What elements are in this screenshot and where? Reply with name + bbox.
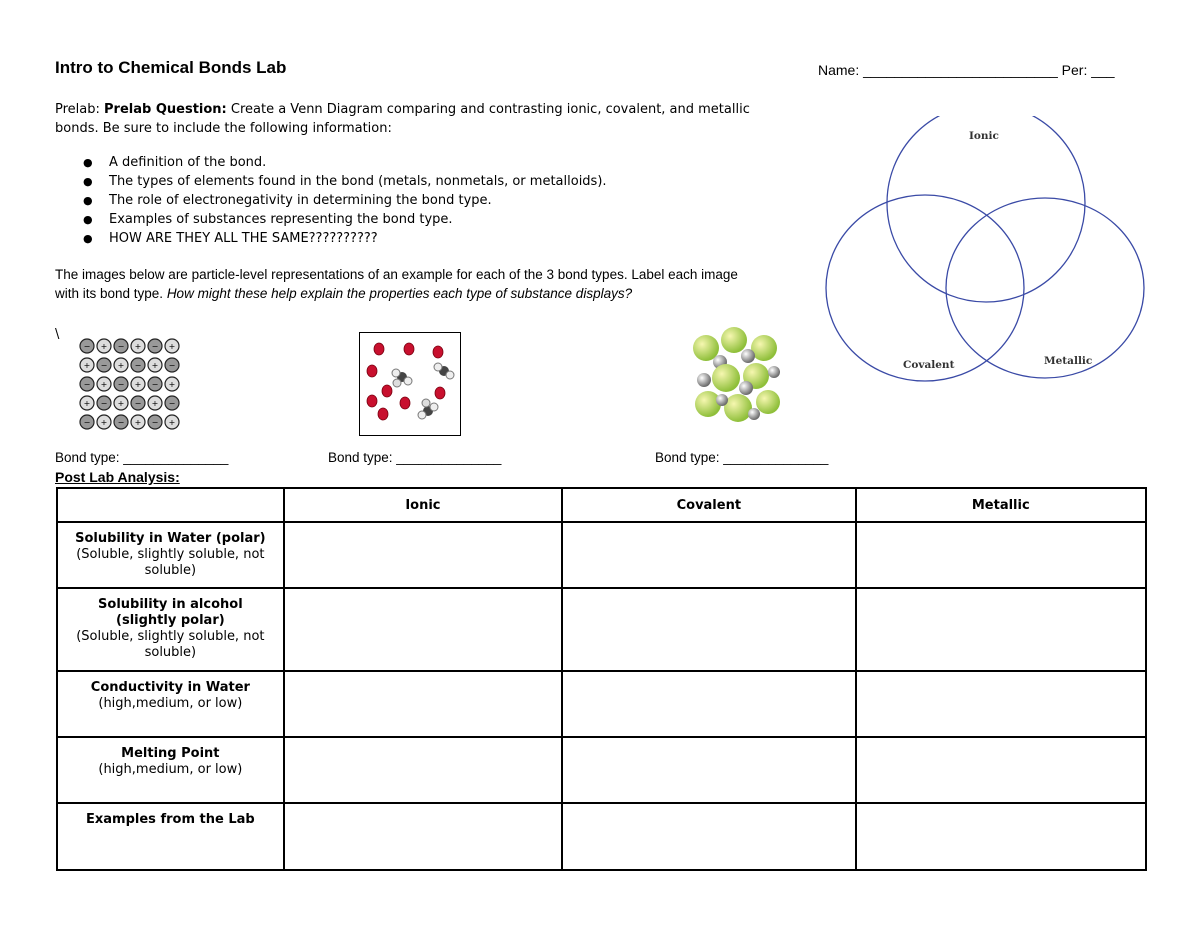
list-item: ● The role of electronegativity in determining the bond type. <box>83 191 607 210</box>
answer-cell[interactable] <box>284 737 562 803</box>
table-row <box>57 803 1146 870</box>
ionic-lattice-image <box>78 337 184 435</box>
venn-circle-metallic <box>946 198 1144 378</box>
answer-cell[interactable] <box>856 671 1146 737</box>
column-header-blank <box>57 488 284 522</box>
svg-text:−: − <box>117 418 125 427</box>
row-title: Solubility in alcohol (slightly polar) <box>98 597 243 628</box>
row-title: Solubility in Water (polar) <box>75 531 266 546</box>
row-subtitle: (Soluble, slightly soluble, not soluble) <box>76 547 265 578</box>
venn-circle-ionic <box>887 116 1085 302</box>
table-row <box>57 737 1146 803</box>
answer-cell[interactable] <box>284 671 562 737</box>
answer-cell[interactable] <box>284 522 562 588</box>
stray-character: \ <box>55 327 60 342</box>
row-subtitle: (Soluble, slightly soluble, not soluble) <box>76 629 265 660</box>
images-instructions-text: The images below are particle-level representations of an example for each of the 3 bond types. Label each image with its bond type. <box>55 267 738 301</box>
row-header <box>57 588 284 671</box>
covalent-molecules-image <box>359 332 461 436</box>
answer-cell[interactable] <box>284 588 562 671</box>
row-title: Melting Point <box>121 746 220 761</box>
prelab-question-text: Create a Venn Diagram comparing and contrasting ionic, covalent, and metallic bonds. Be sure to include the following information: <box>55 102 750 136</box>
venn-diagram <box>825 116 1150 382</box>
svg-text:−: − <box>83 342 91 351</box>
table-row <box>57 671 1146 737</box>
answer-cell[interactable] <box>856 803 1146 870</box>
svg-text:−: − <box>117 380 125 389</box>
row-title: Conductivity in Water <box>90 680 250 695</box>
svg-text:+: + <box>134 418 142 427</box>
svg-text:+: + <box>168 342 176 351</box>
row-subtitle: (high,medium, or low) <box>98 762 243 777</box>
answer-cell[interactable] <box>562 671 855 737</box>
answer-cell[interactable] <box>284 803 562 870</box>
post-lab-table <box>56 487 1147 871</box>
column-header-ionic: Ionic <box>284 488 562 522</box>
row-header <box>57 737 284 803</box>
bond-type-label-2: Bond type: ______________ <box>328 450 502 465</box>
row-header <box>57 803 284 870</box>
column-header-covalent: Covalent <box>562 488 855 522</box>
prelab-prefix: Prelab: <box>55 102 105 117</box>
post-lab-heading: Post Lab Analysis: <box>55 469 180 485</box>
answer-cell[interactable] <box>562 803 855 870</box>
svg-text:+: + <box>168 418 176 427</box>
row-subtitle: (high,medium, or low) <box>98 696 243 711</box>
answer-cell[interactable] <box>562 522 855 588</box>
answer-cell[interactable] <box>856 737 1146 803</box>
list-item: ● Examples of substances representing the bond type. <box>83 210 607 229</box>
svg-text:−: − <box>100 361 108 370</box>
svg-text:+: + <box>83 399 91 408</box>
crystal-spheres-image <box>690 326 788 426</box>
answer-cell[interactable] <box>856 588 1146 671</box>
svg-text:−: − <box>100 399 108 408</box>
list-item: ● The types of elements found in the bond (metals, nonmetals, or metalloids). <box>83 172 607 191</box>
svg-text:−: − <box>134 361 142 370</box>
svg-text:−: − <box>168 399 176 408</box>
row-header <box>57 671 284 737</box>
prelab-question-label: Prelab Question: <box>104 102 227 117</box>
table-header-row <box>57 488 1146 522</box>
svg-text:+: + <box>100 380 108 389</box>
svg-text:−: − <box>151 418 159 427</box>
svg-text:+: + <box>117 399 125 408</box>
svg-text:+: + <box>100 418 108 427</box>
prelab-question <box>55 100 755 138</box>
svg-text:+: + <box>83 361 91 370</box>
list-item: ● A definition of the bond. <box>83 153 607 172</box>
svg-text:+: + <box>100 342 108 351</box>
svg-text:+: + <box>151 361 159 370</box>
svg-text:+: + <box>134 380 142 389</box>
venn-label-covalent: Covalent <box>903 359 955 371</box>
row-header <box>57 522 284 588</box>
row-title: Examples from the Lab <box>86 812 255 827</box>
answer-cell[interactable] <box>856 522 1146 588</box>
column-header-metallic: Metallic <box>856 488 1146 522</box>
svg-text:−: − <box>117 342 125 351</box>
page-title: Intro to Chemical Bonds Lab <box>55 58 287 77</box>
table-row <box>57 522 1146 588</box>
bond-type-label-1: Bond type: ______________ <box>55 450 229 465</box>
svg-text:−: − <box>134 399 142 408</box>
svg-text:+: + <box>117 361 125 370</box>
name-period-line: Name: _________________________ Per: ___ <box>818 62 1115 78</box>
svg-text:−: − <box>151 380 159 389</box>
list-item: ● HOW ARE THEY ALL THE SAME?????????? <box>83 229 607 248</box>
svg-text:−: − <box>151 342 159 351</box>
prelab-bullet-list <box>83 153 607 248</box>
svg-text:−: − <box>83 380 91 389</box>
venn-label-ionic: Ionic <box>969 130 999 142</box>
bond-type-label-3: Bond type: ______________ <box>655 450 829 465</box>
svg-text:+: + <box>168 380 176 389</box>
venn-circle-covalent <box>826 195 1024 381</box>
venn-label-metallic: Metallic <box>1044 355 1093 367</box>
svg-text:+: + <box>134 342 142 351</box>
images-instructions <box>55 265 755 303</box>
svg-text:−: − <box>168 361 176 370</box>
answer-cell[interactable] <box>562 588 855 671</box>
table-row <box>57 588 1146 671</box>
svg-text:−: − <box>83 418 91 427</box>
svg-text:+: + <box>151 399 159 408</box>
images-instructions-question: How might these help explain the properties each type of substance displays? <box>166 286 633 301</box>
answer-cell[interactable] <box>562 737 855 803</box>
